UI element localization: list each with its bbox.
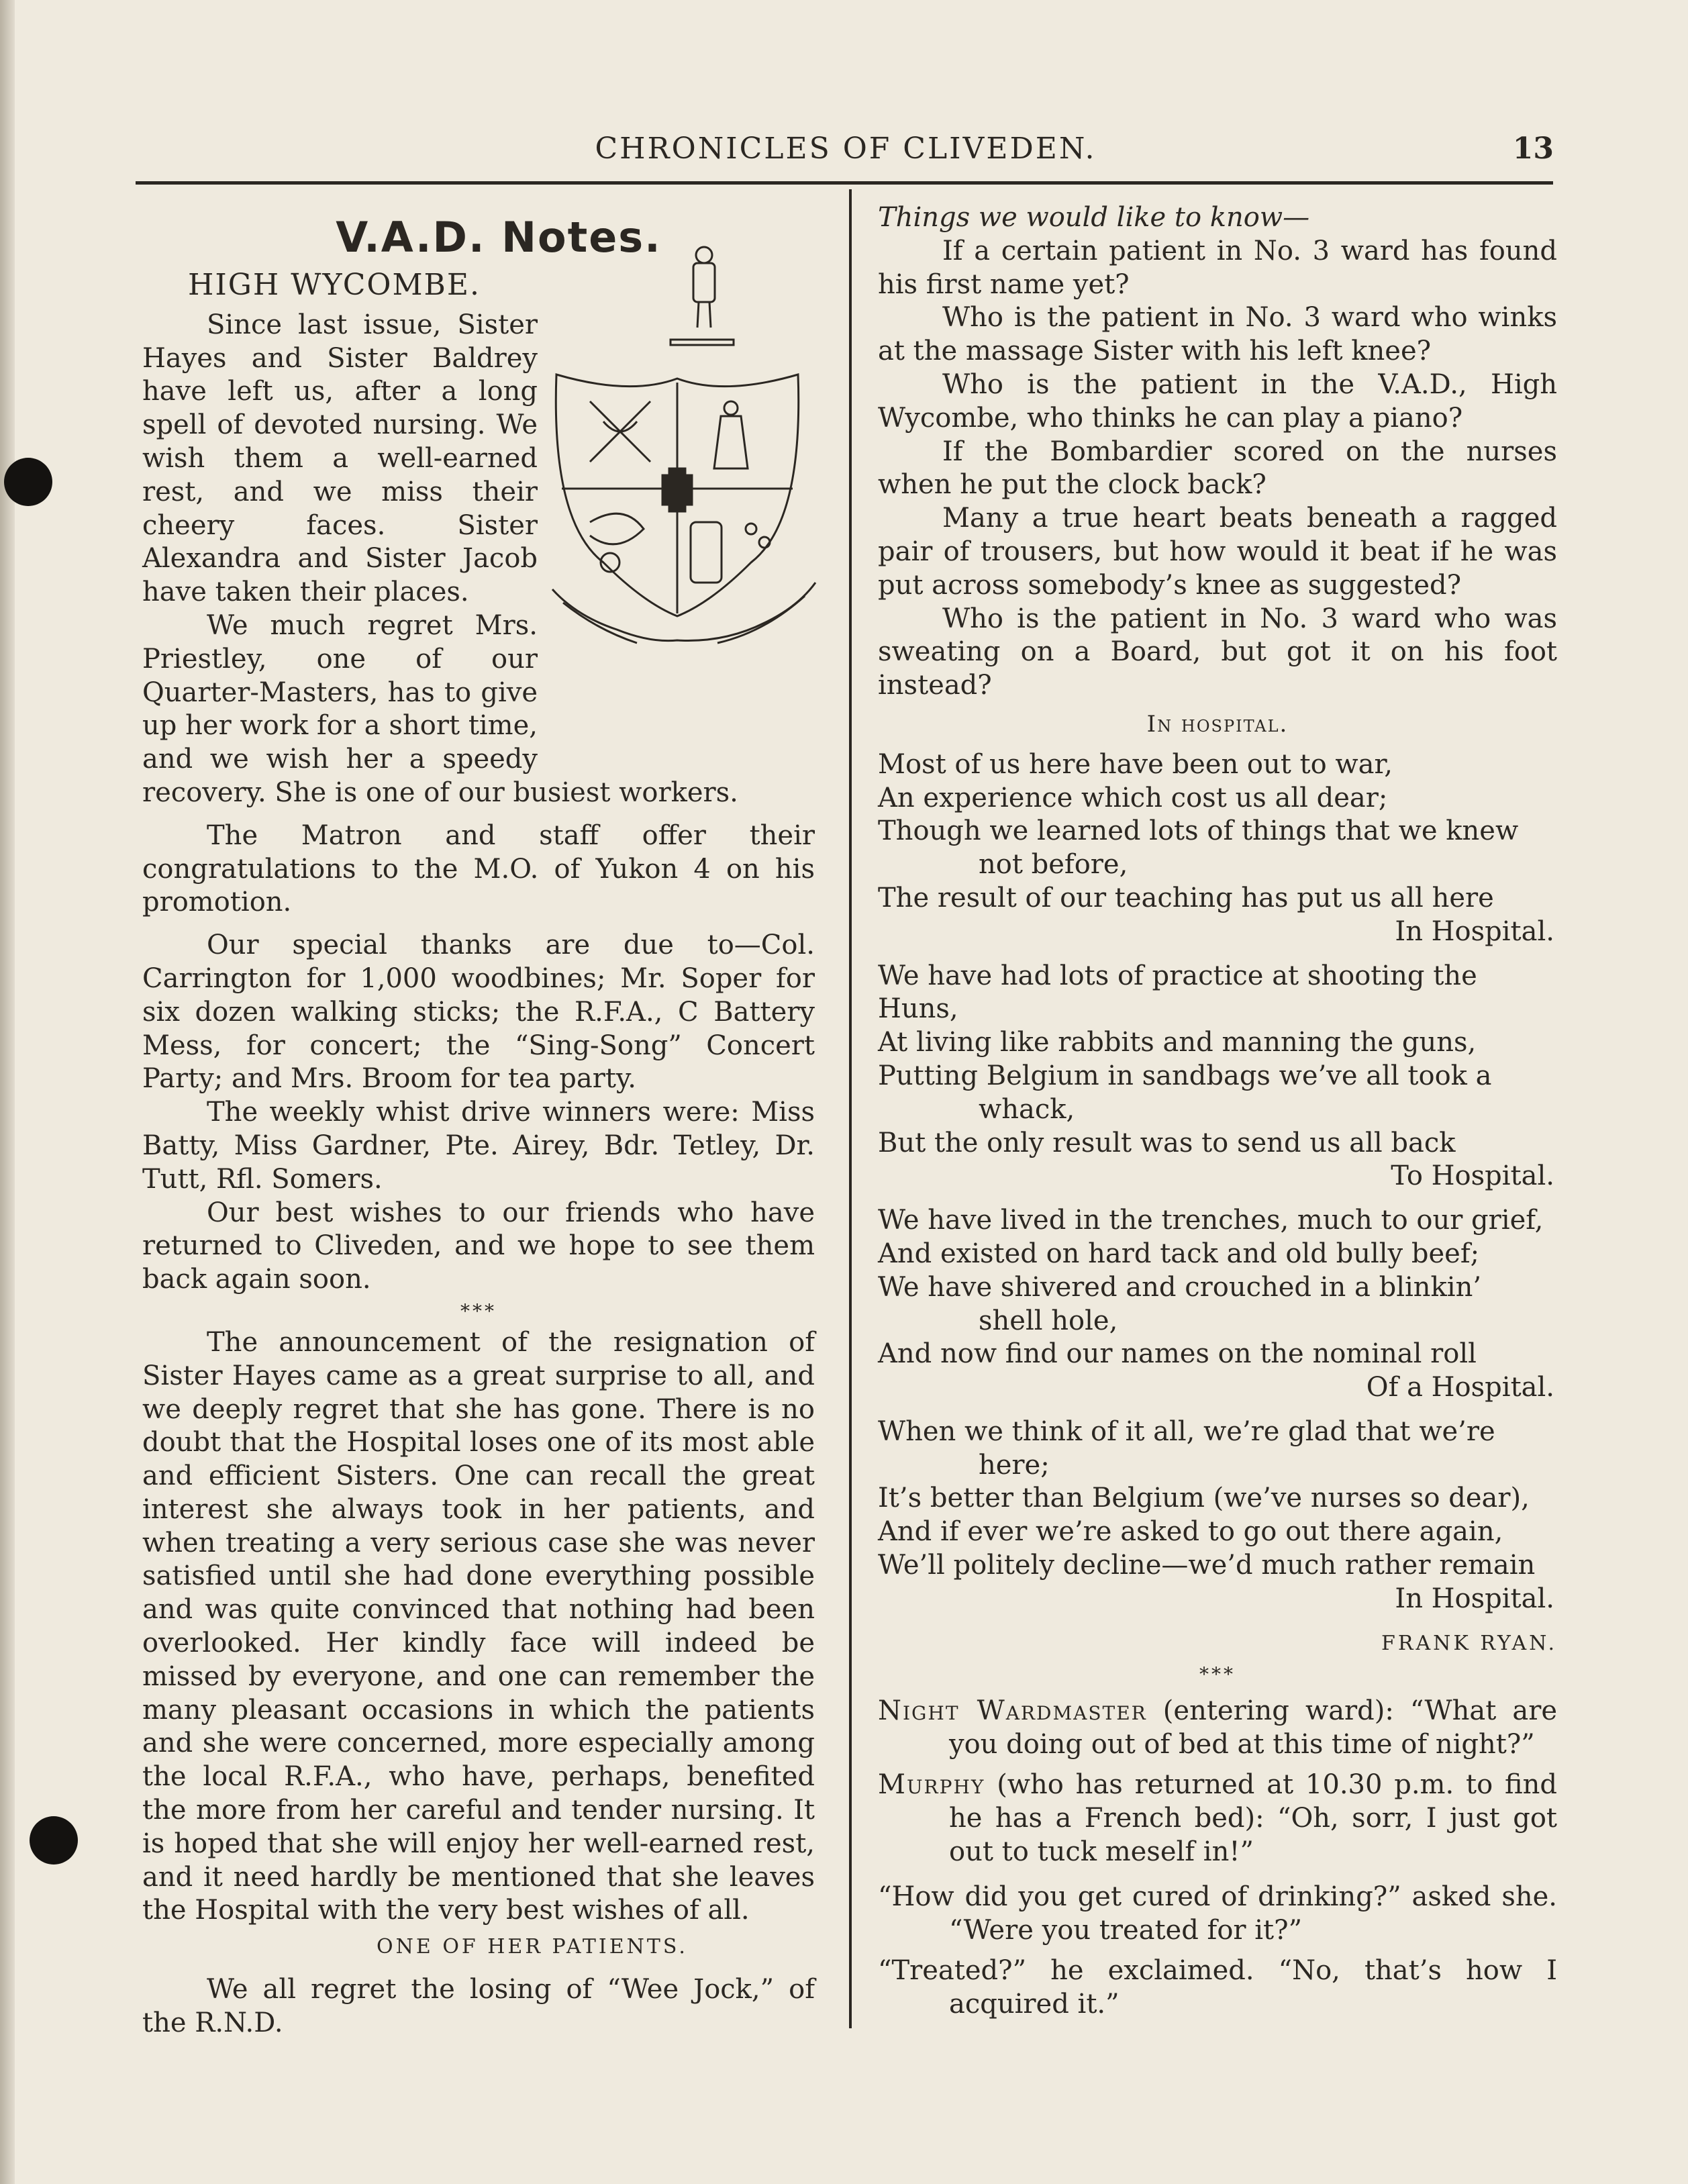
poem-line: We have shivered and crouched in a blinkin’ (878, 1271, 1482, 1303)
poem-line: not before, (979, 849, 1128, 881)
poem-refrain: In Hospital. (1395, 915, 1554, 947)
poem-line: And existed on hard tack and old bully beef; (878, 1238, 1480, 1269)
poem-line: The result of our teaching has put us all here (878, 882, 1494, 913)
dialog-text: (who has returned at 10.30 p.m. to find he has a French bed): “Oh, sorr, I just got out to tuck meself in!” (949, 1769, 1557, 1867)
poem-line: It’s better than Belgium (we’ve nurses so dear), (878, 1483, 1530, 1514)
poem-line: And now find our names on the nominal roll (878, 1338, 1477, 1370)
paragraph: The Matron and staff offer their congratulations to the M.O. of Yukon 4 on his promotion. (142, 820, 815, 918)
poem-line: An experience which cost us all dear; (878, 782, 1388, 813)
poem-line: Though we learned lots of things that we knew (878, 815, 1519, 847)
poem-line: At living like rabbits and manning the guns, (878, 1027, 1477, 1058)
dialog-text: (entering ward): “What are you doing out of bed at this time of night?” (949, 1695, 1557, 1760)
binding-hole-bottom (30, 1816, 78, 1865)
poem-line: But the only result was to send us all back (878, 1127, 1456, 1158)
things-heading: Things we would like to know— (878, 202, 1310, 233)
separator: *** (1199, 1663, 1236, 1686)
poem-line: We have had lots of practice at shooting the Huns, (878, 960, 1477, 1025)
poem-line: Putting Belgium in sandbags we’ve all took a (878, 1060, 1492, 1091)
question: If a certain patient in No. 3 ward has found his first name yet? (878, 235, 1557, 300)
poem-refrain: In Hospital. (1395, 1583, 1554, 1614)
speaker: Murphy (878, 1769, 985, 1801)
poem-line: here; (979, 1449, 1050, 1481)
running-head (138, 132, 1554, 172)
poem-line: We’ll politely decline—we’d much rather remain (878, 1550, 1536, 1581)
poem-refrain: Of a Hospital. (1366, 1372, 1554, 1403)
dialog (878, 1695, 1557, 2021)
question: If the Bombardier scored on the nurses when he put the clock back? (878, 436, 1557, 501)
section-heading: V.A.D. Notes. (336, 213, 662, 262)
vad-crest-illustration (550, 240, 818, 771)
poem-line: shell hole, (979, 1305, 1118, 1336)
question: Who is the patient in No. 3 ward who was sweating on a Board, but got it on his foot instead? (878, 603, 1557, 701)
tribute-signature: ONE OF HER PATIENTS. (377, 1935, 688, 1959)
joke-line: “Treated?” he exclaimed. “No, that’s how I acquired it.” (878, 1955, 1557, 2020)
column-rule (849, 189, 852, 2028)
publication-title: CHRONICLES OF CLIVEDEN. (595, 132, 1097, 166)
joke-line: “How did you get cured of drinking?” asked she. “Were you treated for it?” (878, 1881, 1557, 1946)
paragraph: The weekly whist drive winners were: Miss Batty, Miss Gardner, Pte. Airey, Bdr. Tetley, Dr. Tutt, Rfl. Somers. (142, 1097, 815, 1195)
poem-line: And if ever we’re asked to go out there again, (878, 1516, 1503, 1548)
question: Many a true heart beats beneath a ragged pair of trousers, but how would it beat if he was put across somebody’s knee as suggested? (878, 503, 1557, 601)
poem-line: whack, (979, 1093, 1075, 1125)
paragraph: Our special thanks are due to—Col. Carrington for 1,000 woodbines; Mr. Soper for six dozen walking sticks; the R.F.A., C Battery Mess, for concert; the “Sing-Song” Concert Party; and Mrs. Broom for tea party. (142, 930, 815, 1095)
page-edge-shadow (0, 0, 15, 2184)
poem-signature: FRANK RYAN. (1381, 1631, 1557, 1655)
poem-line: Most of us here have been out to war, (878, 748, 1393, 780)
separator: *** (460, 1299, 497, 1322)
poem-line: We have lived in the trenches, much to our grief, (878, 1205, 1544, 1236)
poem-title: In hospital. (1146, 710, 1289, 738)
crest-icon (550, 240, 818, 771)
dialog-entry (878, 1769, 1557, 1869)
right-column (878, 201, 1557, 2028)
paragraph: Our best wishes to our friends who have returned to Cliveden, and we hope to see them back again soon. (142, 1197, 815, 1295)
paragraph: Since last issue, Sister Hayes and Sister Baldrey have left us, after a long spell of devoted nursing. We wish them a well-earned rest, and we miss their cheery faces. Sister Alexandra and Sister Jacob have taken their places. (142, 309, 538, 608)
poem-stanza (878, 1416, 1557, 1616)
dialog-entry (878, 1695, 1557, 1762)
tribute-paragraph: The announcement of the resignation of Sister Hayes came as a great surprise to all, and we deeply regret that she has gone. There is no doubt that the Hospital loses one of its most able and efficient Sisters. One can recall the great interest she always took in her patients, and when treating a very serious case she was never satisfied until she had done everything possible and was quite convinced that nothing had been overlooked. Her kindly face will indeed be missed by everyone, and one can remember the many pleasant occasions in which the patients and she were concerned, more especially among the local R.F.A., who have, perhaps, benefited the more from her careful and tender nursing. It is hoped that she will enjoy her well-earned rest, and it need hardly be mentioned that she leaves the Hospital with the very best wishes of all. (142, 1326, 815, 1926)
header-rule (136, 181, 1553, 185)
question: Who is the patient in the V.A.D., High Wycombe, who thinks he can play a piano? (878, 368, 1557, 434)
poem-stanza (878, 748, 1557, 949)
poem-line: When we think of it all, we’re glad that we’re (878, 1416, 1495, 1447)
paragraph: We much regret Mrs. Priestley, one of our Quarter-Masters, has to give up her work for a short time, and we wish her a speedy recovery. She is one of our busiest workers. (142, 609, 738, 808)
poem-refrain: To Hospital. (1391, 1160, 1554, 1192)
page-number: 13 (1512, 132, 1554, 166)
binding-hole-top (4, 458, 52, 506)
poem-stanza (878, 1204, 1557, 1405)
closing-paragraph: We all regret the losing of “Wee Jock,” of the R.N.D. (142, 1974, 815, 2038)
place-heading: HIGH WYCOMBE. (188, 268, 481, 302)
poem-stanza (878, 960, 1557, 1194)
left-column (142, 201, 815, 2040)
speaker: Night Wardmaster (878, 1695, 1147, 1727)
question: Who is the patient in No. 3 ward who winks at the massage Sister with his left knee? (878, 302, 1557, 367)
